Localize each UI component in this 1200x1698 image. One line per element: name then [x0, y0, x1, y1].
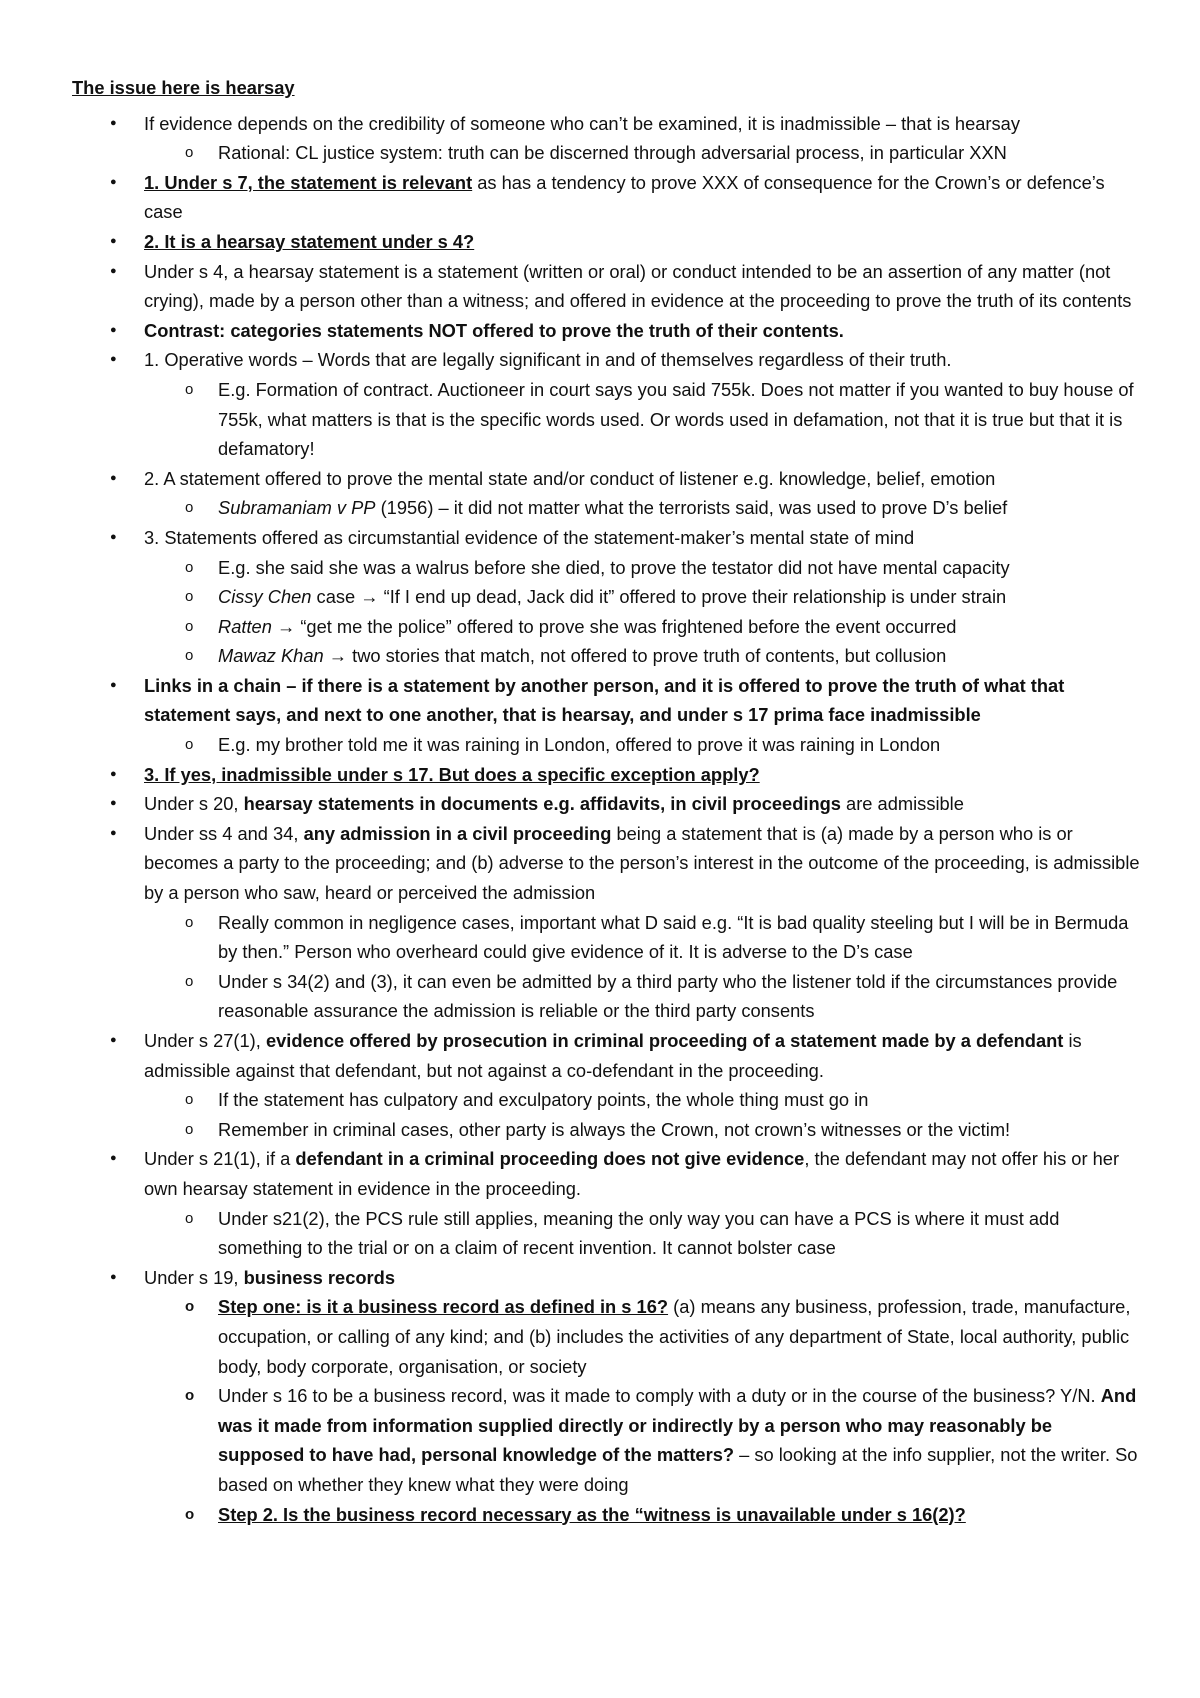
text-run: Under s 4, a hearsay statement is a statement (written or oral) or conduct intended to be an assertion of any matter (not crying), made by a person other than a witness; and offered in evidence at the proceeding to prove the truth of its contents: [144, 260, 1132, 312]
sub-bullet-item: [72, 1381, 1140, 1499]
sub-bullet-item: [72, 1292, 1140, 1381]
text-run: , the defendant may not offer his or her own hearsay statement in evidence in the proceeding.: [144, 1148, 1120, 1199]
bullet-item: [72, 464, 1140, 494]
sub-bullet-item: [72, 138, 1140, 168]
text-run: Under s 19,: [144, 1266, 244, 1288]
sub-bullet-item: [72, 612, 1140, 642]
text-run: Rational: CL justice system: truth can be discerned through adversarial process, in particular XXN: [218, 142, 1007, 164]
text-run: Under s 16 to be a business record, was it made to comply with a duty or in the course of the business? Y/N.: [218, 1385, 1101, 1407]
sub-bullet-item: [72, 908, 1140, 967]
bullet-item: [72, 257, 1140, 316]
notes-list: [72, 109, 1140, 1530]
sub-bullet-item: [72, 641, 1140, 671]
text-run: (a) means any business, profession, trade, manufacture, occupation, or calling of any kind; and (b) includes the activities of any department of State, local authority, public body, body corporate, organisation, or society: [218, 1296, 1131, 1377]
bullet-item: [72, 760, 1140, 790]
bullet-item: [72, 109, 1140, 139]
text-run: Really common in negligence cases, important what D said e.g. “It is bad quality steeling but I will be in Bermuda by then.” Person who overheard could give evidence of it. It is adverse to the D’s case: [218, 911, 1129, 963]
bullet-item: [72, 316, 1140, 346]
bullet-item: [72, 1263, 1140, 1293]
text-run: 2. It is a hearsay statement under s 4?: [144, 230, 475, 252]
text-run: 3. If yes, inadmissible under s 17. But does a specific exception apply?: [144, 763, 760, 785]
bullet-item: [72, 227, 1140, 257]
text-run: E.g. Formation of contract. Auctioneer in court says you said 755k. Does not matter if you wanted to buy house of 755k, what matters is that is the specific words used. Or words used in defamation, not that it is true but that it is defamatory!: [218, 378, 1134, 460]
text-run: 1. Under s 7, the statement is relevant: [144, 171, 473, 193]
sub-bullet-item: [72, 1115, 1140, 1145]
text-run: are admissible: [840, 793, 964, 815]
bullet-item: [72, 345, 1140, 375]
bullet-item: [72, 1026, 1140, 1085]
text-run: Step one: is it a business record as defined in s 16?: [218, 1296, 669, 1318]
text-run: Ratten: [218, 615, 272, 637]
text-run: being a statement that is (a) made by a person who is or becomes a party to the proceeding; and (b) adverse to the person’s interest in the outcome of the proceeding, is admissible by a person who saw, heard or perceived the admission: [144, 822, 1140, 904]
bullet-item: [72, 819, 1140, 908]
text-run: Subramaniam v PP: [218, 497, 376, 519]
text-run: Remember in criminal cases, other party is always the Crown, not crown’s witnesses or the victim!: [218, 1118, 1011, 1140]
text-run: (1956) – it did not matter what the terrorists said, was used to prove D’s belief: [375, 497, 1008, 519]
bullet-item: [72, 1144, 1140, 1203]
text-run: Contrast: categories statements NOT offered to prove the truth of their contents.: [144, 319, 844, 341]
sub-bullet-item: [72, 375, 1140, 464]
text-run: 1. Operative words – Words that are legally significant in and of themselves regardless of their truth.: [144, 349, 952, 371]
text-run: Under s21(2), the PCS rule still applies, meaning the only way you can have a PCS is where it must add something to the trial or on a claim of recent invention. It cannot bolster case: [218, 1207, 1060, 1259]
text-run: And was it made from information supplied directly or indirectly by a person who may reasonably be supposed to have had, personal knowledge of the matters?: [218, 1385, 1137, 1466]
sub-bullet-item: [72, 582, 1140, 612]
text-run: Step 2. Is the business record necessary as the “witness is unavailable under s 16(2)?: [218, 1503, 966, 1525]
text-run: If evidence depends on the credibility of someone who can’t be examined, it is inadmissible – that is hearsay: [144, 112, 1020, 134]
text-run: 2. A statement offered to prove the mental state and/or conduct of listener e.g. knowledge, belief, emotion: [144, 467, 996, 489]
text-run: If the statement has culpatory and exculpatory points, the whole thing must go in: [218, 1089, 869, 1111]
sub-bullet-item: [72, 1204, 1140, 1263]
text-run: Mawaz Khan: [218, 645, 324, 667]
bullet-item: [72, 168, 1140, 227]
text-run: Under s 20,: [144, 793, 244, 815]
text-run: any admission in a civil proceeding: [303, 822, 612, 844]
bullet-item: [72, 523, 1140, 553]
text-run: case → “If I end up dead, Jack did it” offered to prove their relationship is under strain: [311, 586, 1007, 608]
text-run: defendant in a criminal proceeding does not give evidence: [295, 1148, 805, 1170]
text-run: E.g. she said she was a walrus before she died, to prove the testator did not have mental capacity: [218, 556, 1010, 578]
text-run: Under s 21(1), if a: [144, 1148, 296, 1170]
sub-bullet-item: [72, 1500, 1140, 1530]
text-run: E.g. my brother told me it was raining in London, offered to prove it was raining in London: [218, 734, 941, 756]
sub-bullet-item: [72, 967, 1140, 1026]
bullet-item: [72, 671, 1140, 730]
sub-bullet-item: [72, 1085, 1140, 1115]
text-run: hearsay statements in documents e.g. affidavits, in civil proceedings: [243, 793, 841, 815]
sub-bullet-item: [72, 493, 1140, 523]
text-run: Under s 27(1),: [144, 1030, 266, 1051]
text-run: 3. Statements offered as circumstantial evidence of the statement-maker’s mental state of mind: [144, 526, 915, 548]
text-run: Cissy Chen: [218, 586, 312, 608]
text-run: as has a tendency to prove XXX of consequence for the Crown’s or defence’s case: [144, 171, 1105, 223]
bullet-item: [72, 789, 1140, 819]
text-run: Under s 34(2) and (3), it can even be admitted by a third party who the listener told if the circumstances provide reasonable assurance the admission is reliable or the third party consents: [218, 970, 1118, 1022]
text-run: → “get me the police” offered to prove she was frightened before the event occurred: [271, 615, 957, 637]
text-run: – so looking at the info supplier, not the writer. So based on whether they knew what they were doing: [218, 1444, 1138, 1495]
text-run: Links in a chain – if there is a statement by another person, and it is offered to prove the truth of what that statement says, and next to one another, that is hearsay, and under s 17 prima face inadmissible: [144, 674, 1065, 726]
text-run: → two stories that match, not offered to prove truth of contents, but collusion: [323, 645, 947, 667]
page-title: The issue here is hearsay: [72, 77, 295, 98]
text-run: Under ss 4 and 34,: [144, 822, 304, 844]
text-run: evidence offered by prosecution in criminal proceeding of a statement made by a defendant: [265, 1030, 1064, 1051]
text-run: is admissible against that defendant, but not against a co-defendant in the proceeding.: [144, 1030, 1082, 1081]
sub-bullet-item: [72, 553, 1140, 583]
text-run: business records: [243, 1266, 395, 1288]
sub-bullet-item: [72, 730, 1140, 760]
